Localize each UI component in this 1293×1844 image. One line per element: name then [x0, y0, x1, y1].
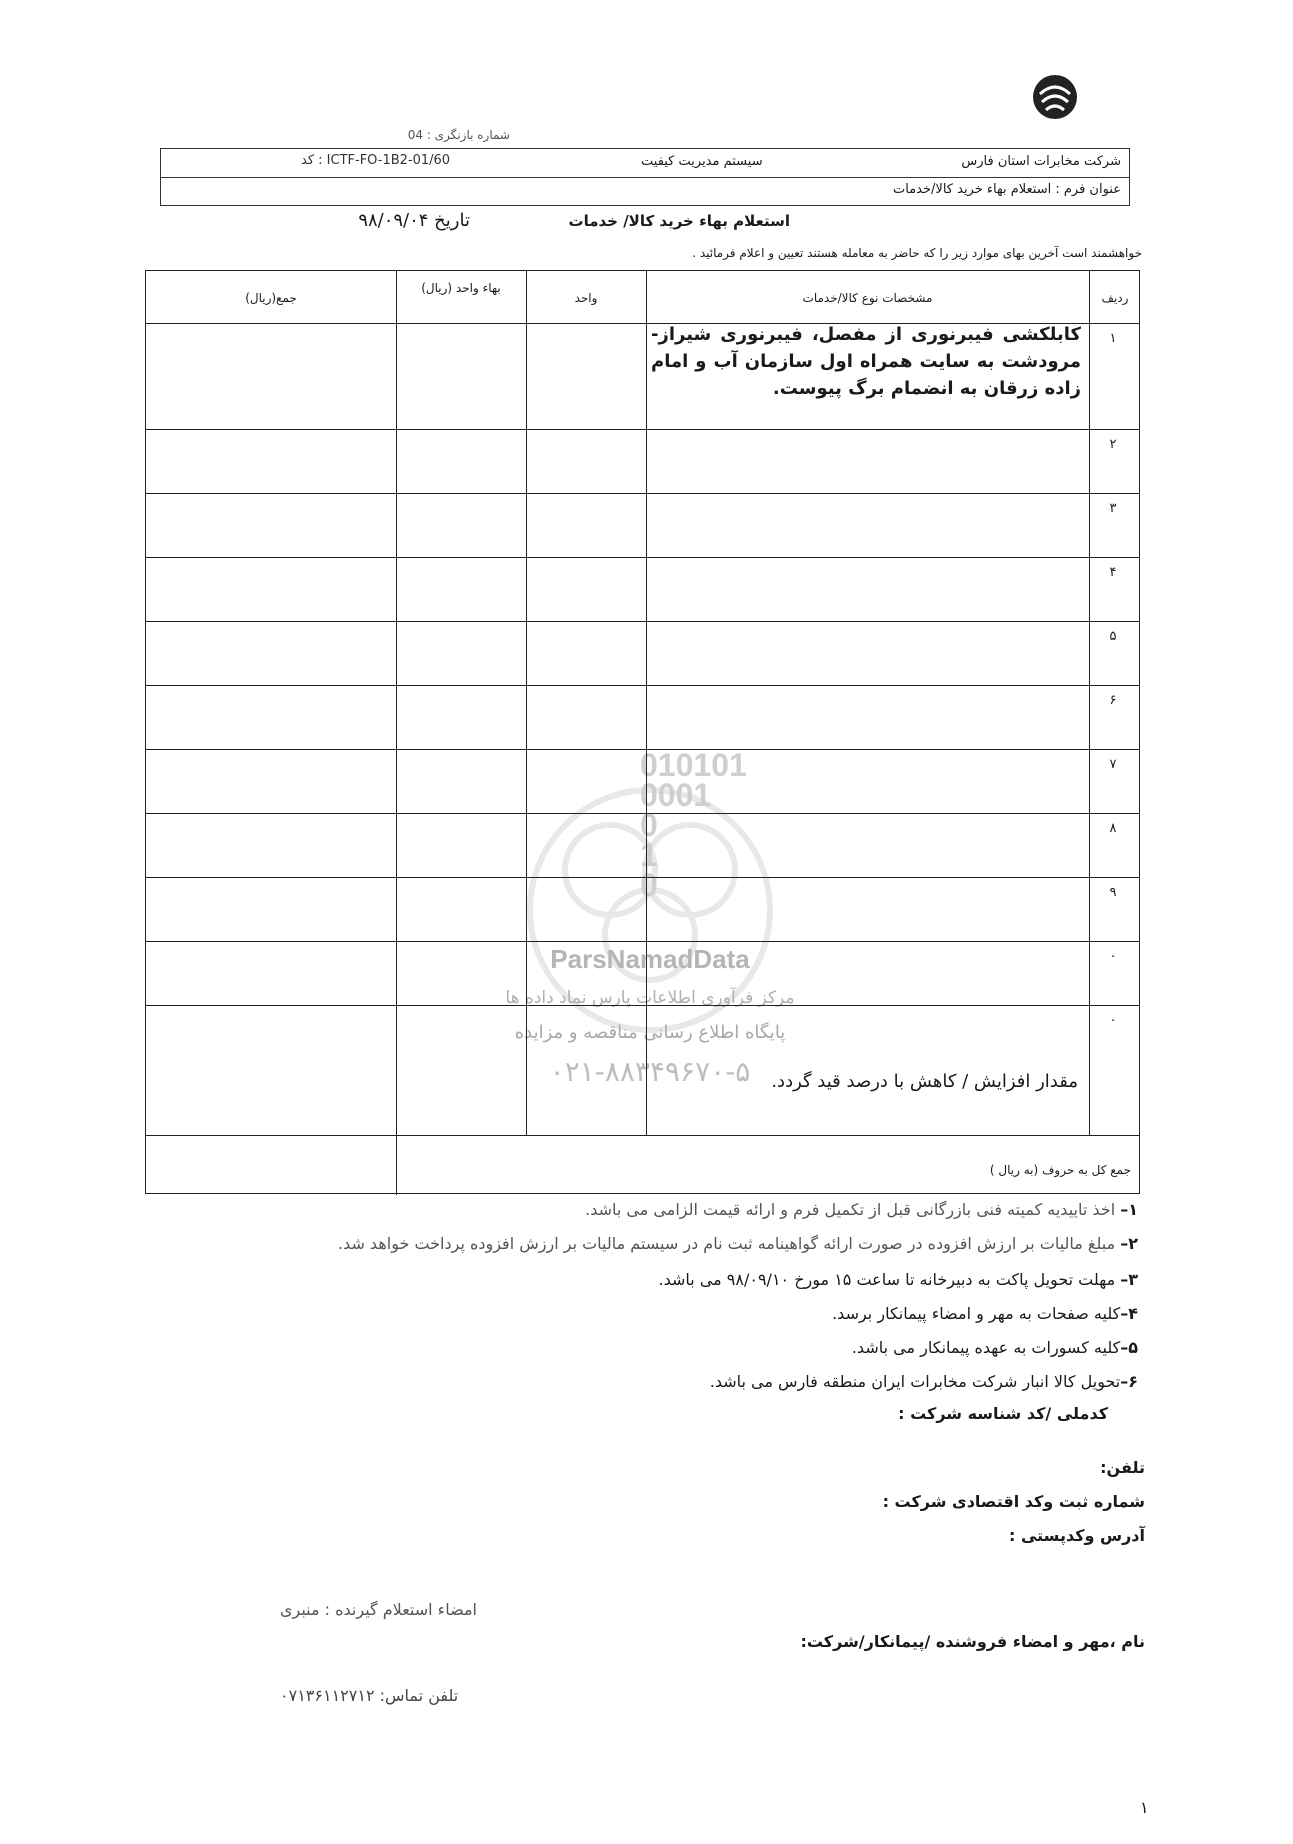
row-divider: [146, 877, 1139, 878]
row-divider: [146, 1005, 1139, 1006]
national-id-field-label: کدملی /کد شناسه شرکت :: [898, 1404, 1108, 1423]
form-header-box: [160, 148, 1130, 206]
company-logo-icon: [1030, 72, 1080, 122]
col-header-row: ردیف: [1101, 291, 1129, 305]
form-code: ICTF-FO-1B2-01/60 : کد: [301, 153, 451, 168]
row-divider: [146, 429, 1139, 430]
watermark-binary-line: 0: [640, 867, 658, 903]
row-divider: [146, 621, 1139, 622]
note-text: کلیه صفحات به مهر و امضاء پیمانکار برسد.: [832, 1304, 1121, 1323]
note-text: کلیه کسورات به عهده پیمانکار می باشد.: [851, 1338, 1121, 1357]
row-divider: [146, 493, 1139, 494]
row-number: ۹: [1109, 885, 1117, 900]
note-item: [710, 1372, 1138, 1391]
watermark-subtitle-2: پایگاه اطلاع رسانی مناقصه و مزایده: [514, 1022, 786, 1043]
row-number: ۱: [1109, 331, 1117, 346]
watermark-subtitle: مرکز فرآوری اطلاعات پارس نماد داده ها: [505, 988, 795, 1008]
col-header-unit-price: بهاء واحد (ریال): [421, 281, 501, 295]
row-divider: [146, 1135, 1139, 1136]
watermark-phone: ۰۲۱-۸۸۳۴۹۶۷۰-۵: [549, 1055, 751, 1088]
contact-phone: تلفن تماس: ۰۷۱۳۶۱۱۲۷۱۲: [280, 1686, 459, 1705]
row-number: ۴: [1109, 565, 1117, 580]
col-header-description: مشخصات نوع کالا/خدمات: [802, 291, 933, 305]
row-number: ۶: [1109, 693, 1117, 708]
note-text: مهلت تحویل پاکت به دبیرخانه تا ساعت ۱۵ مورخ ۹۸/۰۹/۱۰ می باشد.: [658, 1270, 1116, 1289]
date: تاریخ ۹۸/۰۹/۰۴: [358, 210, 470, 231]
watermark-binary-line: 0: [640, 807, 658, 843]
row-number: ۰: [1109, 949, 1117, 964]
row-number: ۳: [1109, 501, 1117, 516]
revision-number: شماره بازنگری : 04: [407, 128, 510, 142]
watermark-binary-line: 010101: [640, 747, 747, 783]
page-title: استعلام بهاء خرید کالا/ خدمات: [568, 212, 790, 230]
note-item: [852, 1338, 1138, 1357]
row-number: ۲: [1109, 437, 1117, 452]
row-number: ۸: [1109, 821, 1117, 836]
address-field-label: آدرس وکدپستی :: [1008, 1526, 1145, 1545]
watermark-binary-line: 0001: [640, 777, 712, 813]
item-description: کابلکشی فیبرنوری از مفصل، فیبرنوری شیراز-مرودشت به سایت همراه اول سازمان آب و امام زاده زرقان به انضمام برگ پیوست.: [651, 324, 1081, 399]
increase-decrease-note: مقدار افزایش / کاهش با درصد قید گردد.: [771, 1071, 1078, 1092]
note-item: [585, 1200, 1138, 1219]
col-header-total: جمع(ریال): [245, 291, 297, 305]
note-text: تحویل کالا انبار شرکت مخابرات ایران منطقه فارس می باشد.: [709, 1372, 1121, 1391]
row-number: ۵: [1109, 629, 1117, 644]
watermark-binary-line: 1: [640, 837, 658, 873]
note-item: [658, 1270, 1138, 1289]
row-divider: [146, 685, 1139, 686]
company-name: شرکت مخابرات استان فارس: [961, 154, 1121, 169]
note-number: ۴–: [1120, 1304, 1138, 1323]
note-number: ۱–: [1120, 1200, 1138, 1219]
quality-system-label: سیستم مدیریت کیفیت: [641, 154, 763, 169]
note-number: ۳–: [1120, 1270, 1138, 1289]
note-text: مبلغ مالیات بر ارزش افزوده در صورت ارائه گواهینامه ثبت نام در سیستم مالیات بر ارزش افزوده پرداخت خواهد شد.: [337, 1234, 1116, 1253]
row-number: ۷: [1109, 757, 1117, 772]
column-divider: [396, 271, 397, 1195]
page-number: ۱: [1140, 1798, 1149, 1817]
row-divider: [146, 557, 1139, 558]
note-item: [338, 1234, 1138, 1253]
receiver-signature-label: امضاء استعلام گیرنده : منبری: [280, 1600, 477, 1619]
note-number: ۵–: [1120, 1338, 1138, 1357]
form-title-label: عنوان فرم : استعلام بهاء خرید کالا/خدمات: [893, 182, 1121, 197]
row-divider: [146, 813, 1139, 814]
request-text: خواهشمند است آخرین بهای موارد زیر را که حاضر به معامله هستند تعیین و اعلام فرمائید .: [692, 246, 1142, 260]
row-divider: [146, 941, 1139, 942]
row-number: ۰: [1109, 1013, 1117, 1028]
row-divider: [146, 749, 1139, 750]
note-number: ۶–: [1120, 1372, 1138, 1391]
note-item: [832, 1304, 1138, 1323]
price-inquiry-table: [145, 270, 1140, 1194]
total-in-words-label: جمع کل به حروف (به ریال ): [989, 1163, 1131, 1177]
note-number: ۲–: [1120, 1234, 1138, 1253]
seller-signature-label: نام ،مهر و امضاء فروشنده /پیمانکار/شرکت:: [800, 1632, 1145, 1651]
note-text: اخذ تاییدیه کمیته فنی بازرگانی قبل از تکمیل فرم و ارائه قیمت الزامی می باشد.: [585, 1200, 1116, 1219]
phone-field-label: تلفن:: [1100, 1458, 1145, 1477]
registration-field-label: شماره ثبت وکد اقتصادی شرکت :: [882, 1492, 1145, 1511]
col-header-unit: واحد: [574, 291, 598, 305]
watermark-name: ParsNamadData: [550, 944, 750, 974]
